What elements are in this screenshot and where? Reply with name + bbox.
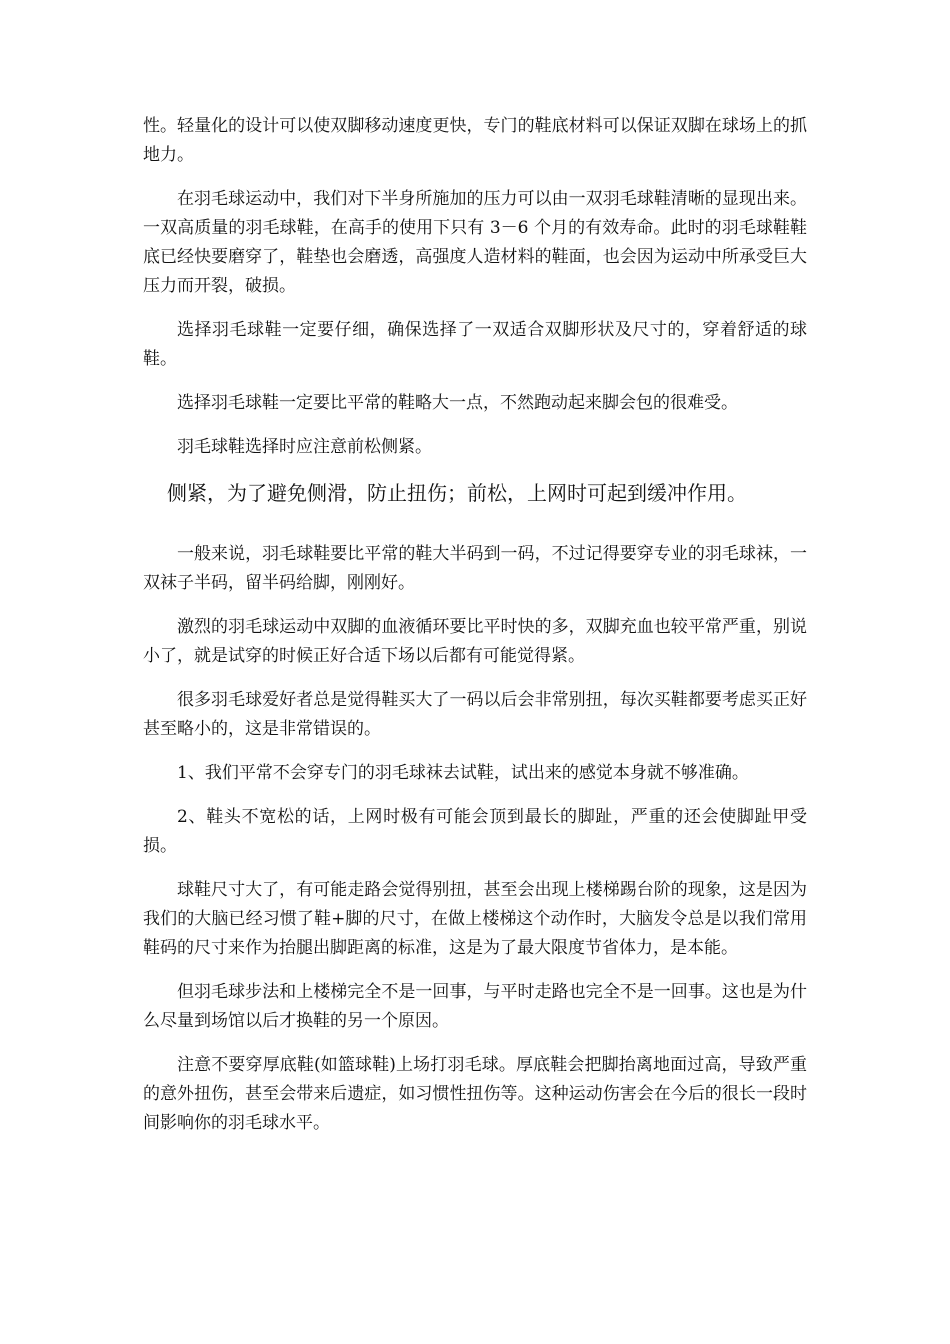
paragraph-emphasis: 侧紧，为了避免侧滑，防止扭伤；前松，上网时可起到缓冲作用。 [167, 481, 747, 505]
paragraph: 羽毛球鞋选择时应注意前松侧紧。 [177, 437, 432, 457]
list-item-2: 2、鞋头不宽松的话，上网时极有可能会顶到最长的脚趾，严重的还会使脚趾甲受损。 [143, 807, 807, 856]
paragraph: 一般来说，羽毛球鞋要比平常的鞋大半码到一码，不过记得要穿专业的羽毛球袜，一双袜子半码，留半码给脚，刚刚好。 [143, 544, 807, 593]
paragraph: 选择羽毛球鞋一定要比平常的鞋略大一点，不然跑动起来脚会包的很难受。 [177, 393, 738, 413]
paragraph: 很多羽毛球爱好者总是觉得鞋买大了一码以后会非常别扭，每次买鞋都要考虑买正好甚至略小的，这是非常错误的。 [143, 690, 807, 739]
paragraph: 在羽毛球运动中，我们对下半身所施加的压力可以由一双羽毛球鞋清晰的显现出来。一双高质量的羽毛球鞋，在高手的使用下只有 3－6 个月的有效寿命。此时的羽毛球鞋鞋底已经快要磨穿了，鞋垫也会磨透，高强度人造材料的鞋面，也会因为运动中所承受巨大压力而开裂，破损。 [143, 189, 807, 296]
list-item-1: 1、我们平常不会穿专门的羽毛球袜去试鞋，试出来的感觉本身就不够准确。 [177, 763, 749, 783]
paragraph: 激烈的羽毛球运动中双脚的血液循环要比平时快的多，双脚充血也较平常严重，别说小了，就是试穿的时候正好合适下场以后都有可能觉得紧。 [143, 617, 807, 666]
paragraph: 球鞋尺寸大了，有可能走路会觉得别扭，甚至会出现上楼梯踢台阶的现象，这是因为我们的大脑已经习惯了鞋+脚的尺寸，在做上楼梯这个动作时，大脑发令总是以我们常用鞋码的尺寸来作为抬腿出脚距离的标准，这是为了最大限度节省体力，是本能。 [143, 880, 807, 958]
paragraph: 但羽毛球步法和上楼梯完全不是一回事，与平时走路也完全不是一回事。这也是为什么尽量到场馆以后才换鞋的另一个原因。 [143, 982, 807, 1031]
paragraph: 性。轻量化的设计可以使双脚移动速度更快，专门的鞋底材料可以保证双脚在球场上的抓地力。 [143, 116, 807, 165]
paragraph: 选择羽毛球鞋一定要仔细，确保选择了一双适合双脚形状及尺寸的，穿着舒适的球鞋。 [143, 320, 807, 369]
paragraph: 注意不要穿厚底鞋(如篮球鞋)上场打羽毛球。厚底鞋会把脚抬离地面过高，导致严重的意外扭伤，甚至会带来后遗症，如习惯性扭伤等。这种运动伤害会在今后的很长一段时间影响你的羽毛球水平。 [143, 1055, 807, 1133]
document-page [143, 112, 807, 1138]
